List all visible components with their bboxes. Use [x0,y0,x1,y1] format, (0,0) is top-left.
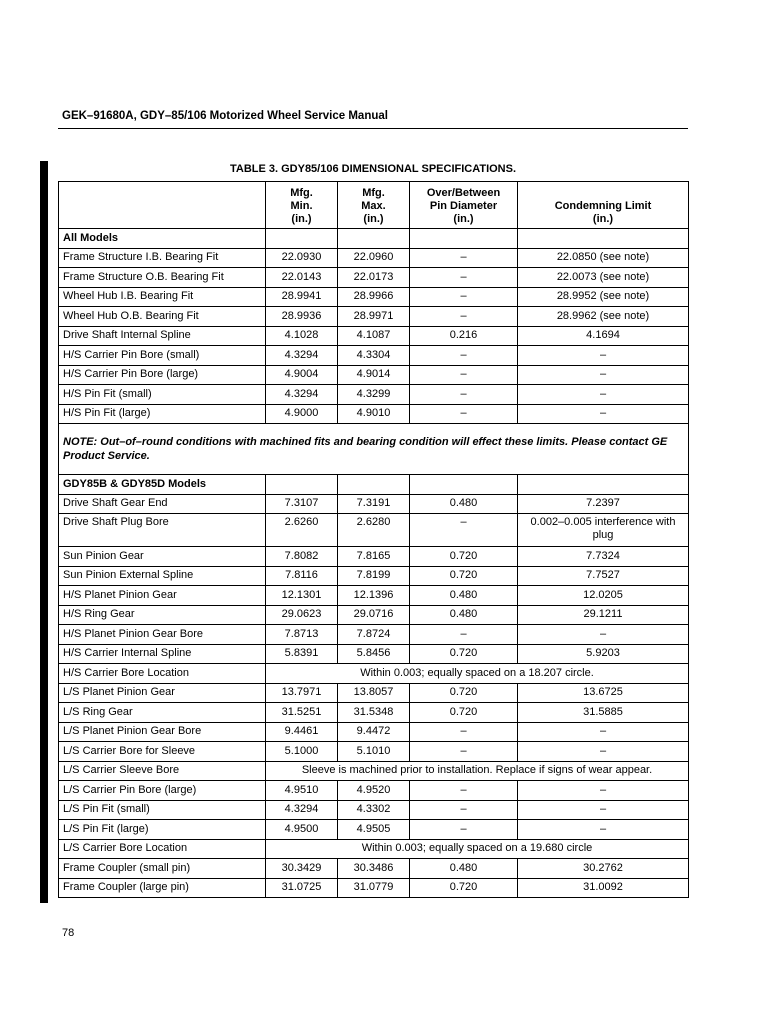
mfg-max-value: 7.8724 [338,625,410,645]
mfg-min-value: 12.1301 [266,586,338,606]
condemning-limit-value: 31.5885 [518,703,689,723]
table-row [59,326,689,346]
column-header-line: Over/Between [426,187,501,199]
mfg-max-value: 9.4472 [338,722,410,742]
component-label: L/S Planet Pinion Gear Bore [59,722,266,742]
mfg-min-value: 7.8082 [266,547,338,567]
component-label: H/S Carrier Pin Bore (small) [59,346,266,366]
table-row [59,683,689,703]
pin-diameter-value: – [410,625,518,645]
empty-cell [266,475,338,495]
table-row [59,761,689,781]
revision-bar [40,161,48,903]
component-label: Frame Structure O.B. Bearing Fit [59,268,266,288]
component-label: H/S Carrier Pin Bore (large) [59,365,266,385]
pin-diameter-value: – [410,514,518,547]
spanning-spec: Sleeve is machined prior to installation. Replace if signs of wear appear. [266,761,689,781]
table-row [59,268,689,288]
mfg-max-value: 22.0960 [338,248,410,268]
mfg-max-value: 4.1087 [338,326,410,346]
table-row [59,365,689,385]
component-label: Frame Structure I.B. Bearing Fit [59,248,266,268]
mfg-max-value: 2.6280 [338,514,410,547]
mfg-max-value: 31.5348 [338,703,410,723]
table-header-row [59,182,689,229]
pin-diameter-value: – [410,268,518,288]
column-header-line: (in.) [453,213,474,225]
table-row [59,307,689,327]
section-label: GDY85B & GDY85D Models [59,475,266,495]
table-row [59,703,689,723]
mfg-min-value: 28.9936 [266,307,338,327]
component-label: L/S Planet Pinion Gear [59,683,266,703]
condemning-limit-value: 22.0850 (see note) [518,248,689,268]
pin-diameter-value: – [410,742,518,762]
condemning-limit-value: 13.6725 [518,683,689,703]
condemning-limit-value: 0.002–0.005 interference with plug [518,514,689,547]
column-header [518,182,689,229]
note-row [59,424,689,475]
table-row [59,859,689,879]
component-label: H/S Pin Fit (large) [59,404,266,424]
pin-diameter-value: 0.720 [410,878,518,898]
column-header [266,182,338,229]
condemning-limit-value: 30.2762 [518,859,689,879]
mfg-max-value: 4.3302 [338,800,410,820]
mfg-min-value: 31.5251 [266,703,338,723]
table-row [59,404,689,424]
mfg-min-value: 4.9000 [266,404,338,424]
condemning-limit-value: 22.0073 (see note) [518,268,689,288]
column-header-line: Mfg. [290,187,313,199]
mfg-min-value: 7.8713 [266,625,338,645]
note-text: NOTE: Out–of–round conditions with machined fits and bearing condition will effect these limits. Please contact GE Product Service. [59,424,689,475]
mfg-min-value: 31.0725 [266,878,338,898]
mfg-max-value: 30.3486 [338,859,410,879]
pin-diameter-value: – [410,346,518,366]
pin-diameter-value: – [410,248,518,268]
table-row [59,547,689,567]
component-label: Drive Shaft Internal Spline [59,326,266,346]
component-label: L/S Carrier Sleeve Bore [59,761,266,781]
table-caption: TABLE 3. GDY85/106 DIMENSIONAL SPECIFICATIONS. [229,163,517,175]
component-label: H/S Planet Pinion Gear Bore [59,625,266,645]
table-row [59,287,689,307]
table-row [59,800,689,820]
pin-diameter-value: – [410,365,518,385]
table-row [59,781,689,801]
mfg-max-value: 28.9966 [338,287,410,307]
column-header [338,182,410,229]
column-header-line: (in.) [291,213,312,225]
section-header-row [59,475,689,495]
condemning-limit-value: – [518,346,689,366]
table-row [59,605,689,625]
empty-cell [266,229,338,249]
table-row [59,494,689,514]
component-label: Sun Pinion Gear [59,547,266,567]
pin-diameter-value: – [410,820,518,840]
empty-cell [338,475,410,495]
pin-diameter-value: – [410,385,518,405]
component-label: Drive Shaft Gear End [59,494,266,514]
mfg-max-value: 5.8456 [338,644,410,664]
component-label: L/S Ring Gear [59,703,266,723]
specifications-table [58,181,689,898]
mfg-min-value: 4.9510 [266,781,338,801]
component-label: Sun Pinion External Spline [59,566,266,586]
component-label: L/S Pin Fit (small) [59,800,266,820]
empty-cell [518,475,689,495]
mfg-max-value: 7.8199 [338,566,410,586]
condemning-limit-value: 12.0205 [518,586,689,606]
empty-cell [338,229,410,249]
condemning-limit-value: 7.7324 [518,547,689,567]
column-header-line: (in.) [592,213,614,225]
mfg-max-value: 28.9971 [338,307,410,327]
empty-cell [410,475,518,495]
mfg-max-value: 7.8165 [338,547,410,567]
mfg-max-value: 5.1010 [338,742,410,762]
mfg-min-value: 5.8391 [266,644,338,664]
table-row [59,514,689,547]
pin-diameter-value: 0.720 [410,644,518,664]
mfg-min-value: 28.9941 [266,287,338,307]
page-number: 78 [62,927,75,939]
table-row [59,820,689,840]
mfg-max-value: 4.9014 [338,365,410,385]
table-row [59,566,689,586]
mfg-min-value: 4.9500 [266,820,338,840]
mfg-min-value: 22.0930 [266,248,338,268]
mfg-min-value: 30.3429 [266,859,338,879]
mfg-min-value: 29.0623 [266,605,338,625]
empty-cell [518,229,689,249]
mfg-min-value: 4.3294 [266,385,338,405]
pin-diameter-value: – [410,287,518,307]
mfg-min-value: 7.8116 [266,566,338,586]
pin-diameter-value: – [410,781,518,801]
condemning-limit-value: – [518,800,689,820]
table-row [59,586,689,606]
component-label: H/S Pin Fit (small) [59,385,266,405]
condemning-limit-value: – [518,742,689,762]
column-header-line: Min. [290,200,313,212]
pin-diameter-value: 0.720 [410,703,518,723]
component-label: H/S Carrier Internal Spline [59,644,266,664]
column-header-line: (in.) [363,213,384,225]
component-label: L/S Carrier Bore for Sleeve [59,742,266,762]
document-header-title: GEK–91680A, GDY–85/106 Motorized Wheel Service Manual [62,110,388,122]
table-row [59,878,689,898]
empty-cell [410,229,518,249]
header-divider [58,128,688,129]
table-row [59,248,689,268]
table-row [59,722,689,742]
pin-diameter-value: 0.720 [410,683,518,703]
mfg-min-value: 4.1028 [266,326,338,346]
component-label: L/S Carrier Bore Location [59,839,266,859]
component-label: H/S Carrier Bore Location [59,664,266,684]
mfg-max-value: 7.3191 [338,494,410,514]
table-row [59,664,689,684]
spanning-spec: Within 0.003; equally spaced on a 19.680 circle [266,839,689,859]
component-label: Drive Shaft Plug Bore [59,514,266,547]
table-row [59,385,689,405]
pin-diameter-value: – [410,307,518,327]
table-body [59,229,689,898]
column-header-line: Condemning Limit [554,200,652,212]
table-row [59,625,689,645]
column-header [410,182,518,229]
component-label: H/S Ring Gear [59,605,266,625]
condemning-limit-value: – [518,404,689,424]
pin-diameter-value: 0.720 [410,566,518,586]
mfg-max-value: 4.9505 [338,820,410,840]
condemning-limit-value: – [518,365,689,385]
mfg-min-value: 13.7971 [266,683,338,703]
condemning-limit-value: – [518,722,689,742]
pin-diameter-value: 0.720 [410,547,518,567]
mfg-max-value: 12.1396 [338,586,410,606]
condemning-limit-value: 31.0092 [518,878,689,898]
condemning-limit-value: 29.1211 [518,605,689,625]
pin-diameter-value: 0.480 [410,494,518,514]
column-header-line: Max. [361,200,386,212]
mfg-max-value: 29.0716 [338,605,410,625]
column-header [59,182,266,229]
pin-diameter-value: 0.480 [410,605,518,625]
mfg-min-value: 4.3294 [266,800,338,820]
table-row [59,839,689,859]
mfg-max-value: 4.9520 [338,781,410,801]
component-label: Wheel Hub O.B. Bearing Fit [59,307,266,327]
condemning-limit-value: 28.9952 (see note) [518,287,689,307]
mfg-min-value: 4.9004 [266,365,338,385]
mfg-min-value: 5.1000 [266,742,338,762]
mfg-min-value: 4.3294 [266,346,338,366]
condemning-limit-value: 5.9203 [518,644,689,664]
condemning-limit-value: 7.2397 [518,494,689,514]
condemning-limit-value: 28.9962 (see note) [518,307,689,327]
column-header-line: Pin Diameter [429,200,498,212]
component-label: Wheel Hub I.B. Bearing Fit [59,287,266,307]
mfg-max-value: 22.0173 [338,268,410,288]
mfg-min-value: 2.6260 [266,514,338,547]
condemning-limit-value: – [518,820,689,840]
component-label: L/S Carrier Pin Bore (large) [59,781,266,801]
condemning-limit-value: – [518,625,689,645]
pin-diameter-value: – [410,722,518,742]
table-row [59,644,689,664]
mfg-max-value: 13.8057 [338,683,410,703]
mfg-min-value: 9.4461 [266,722,338,742]
condemning-limit-value: 4.1694 [518,326,689,346]
mfg-min-value: 22.0143 [266,268,338,288]
table-row [59,346,689,366]
mfg-max-value: 4.9010 [338,404,410,424]
pin-diameter-value: 0.480 [410,586,518,606]
section-header-row [59,229,689,249]
condemning-limit-value: 7.7527 [518,566,689,586]
mfg-max-value: 4.3304 [338,346,410,366]
component-label: L/S Pin Fit (large) [59,820,266,840]
component-label: H/S Planet Pinion Gear [59,586,266,606]
mfg-max-value: 31.0779 [338,878,410,898]
mfg-max-value: 4.3299 [338,385,410,405]
column-header-line: Mfg. [362,187,385,199]
component-label: Frame Coupler (large pin) [59,878,266,898]
component-label: Frame Coupler (small pin) [59,859,266,879]
mfg-min-value: 7.3107 [266,494,338,514]
section-label: All Models [59,229,266,249]
table-row [59,742,689,762]
condemning-limit-value: – [518,385,689,405]
pin-diameter-value: 0.480 [410,859,518,879]
pin-diameter-value: – [410,800,518,820]
pin-diameter-value: – [410,404,518,424]
pin-diameter-value: 0.216 [410,326,518,346]
spanning-spec: Within 0.003; equally spaced on a 18.207 circle. [266,664,689,684]
condemning-limit-value: – [518,781,689,801]
